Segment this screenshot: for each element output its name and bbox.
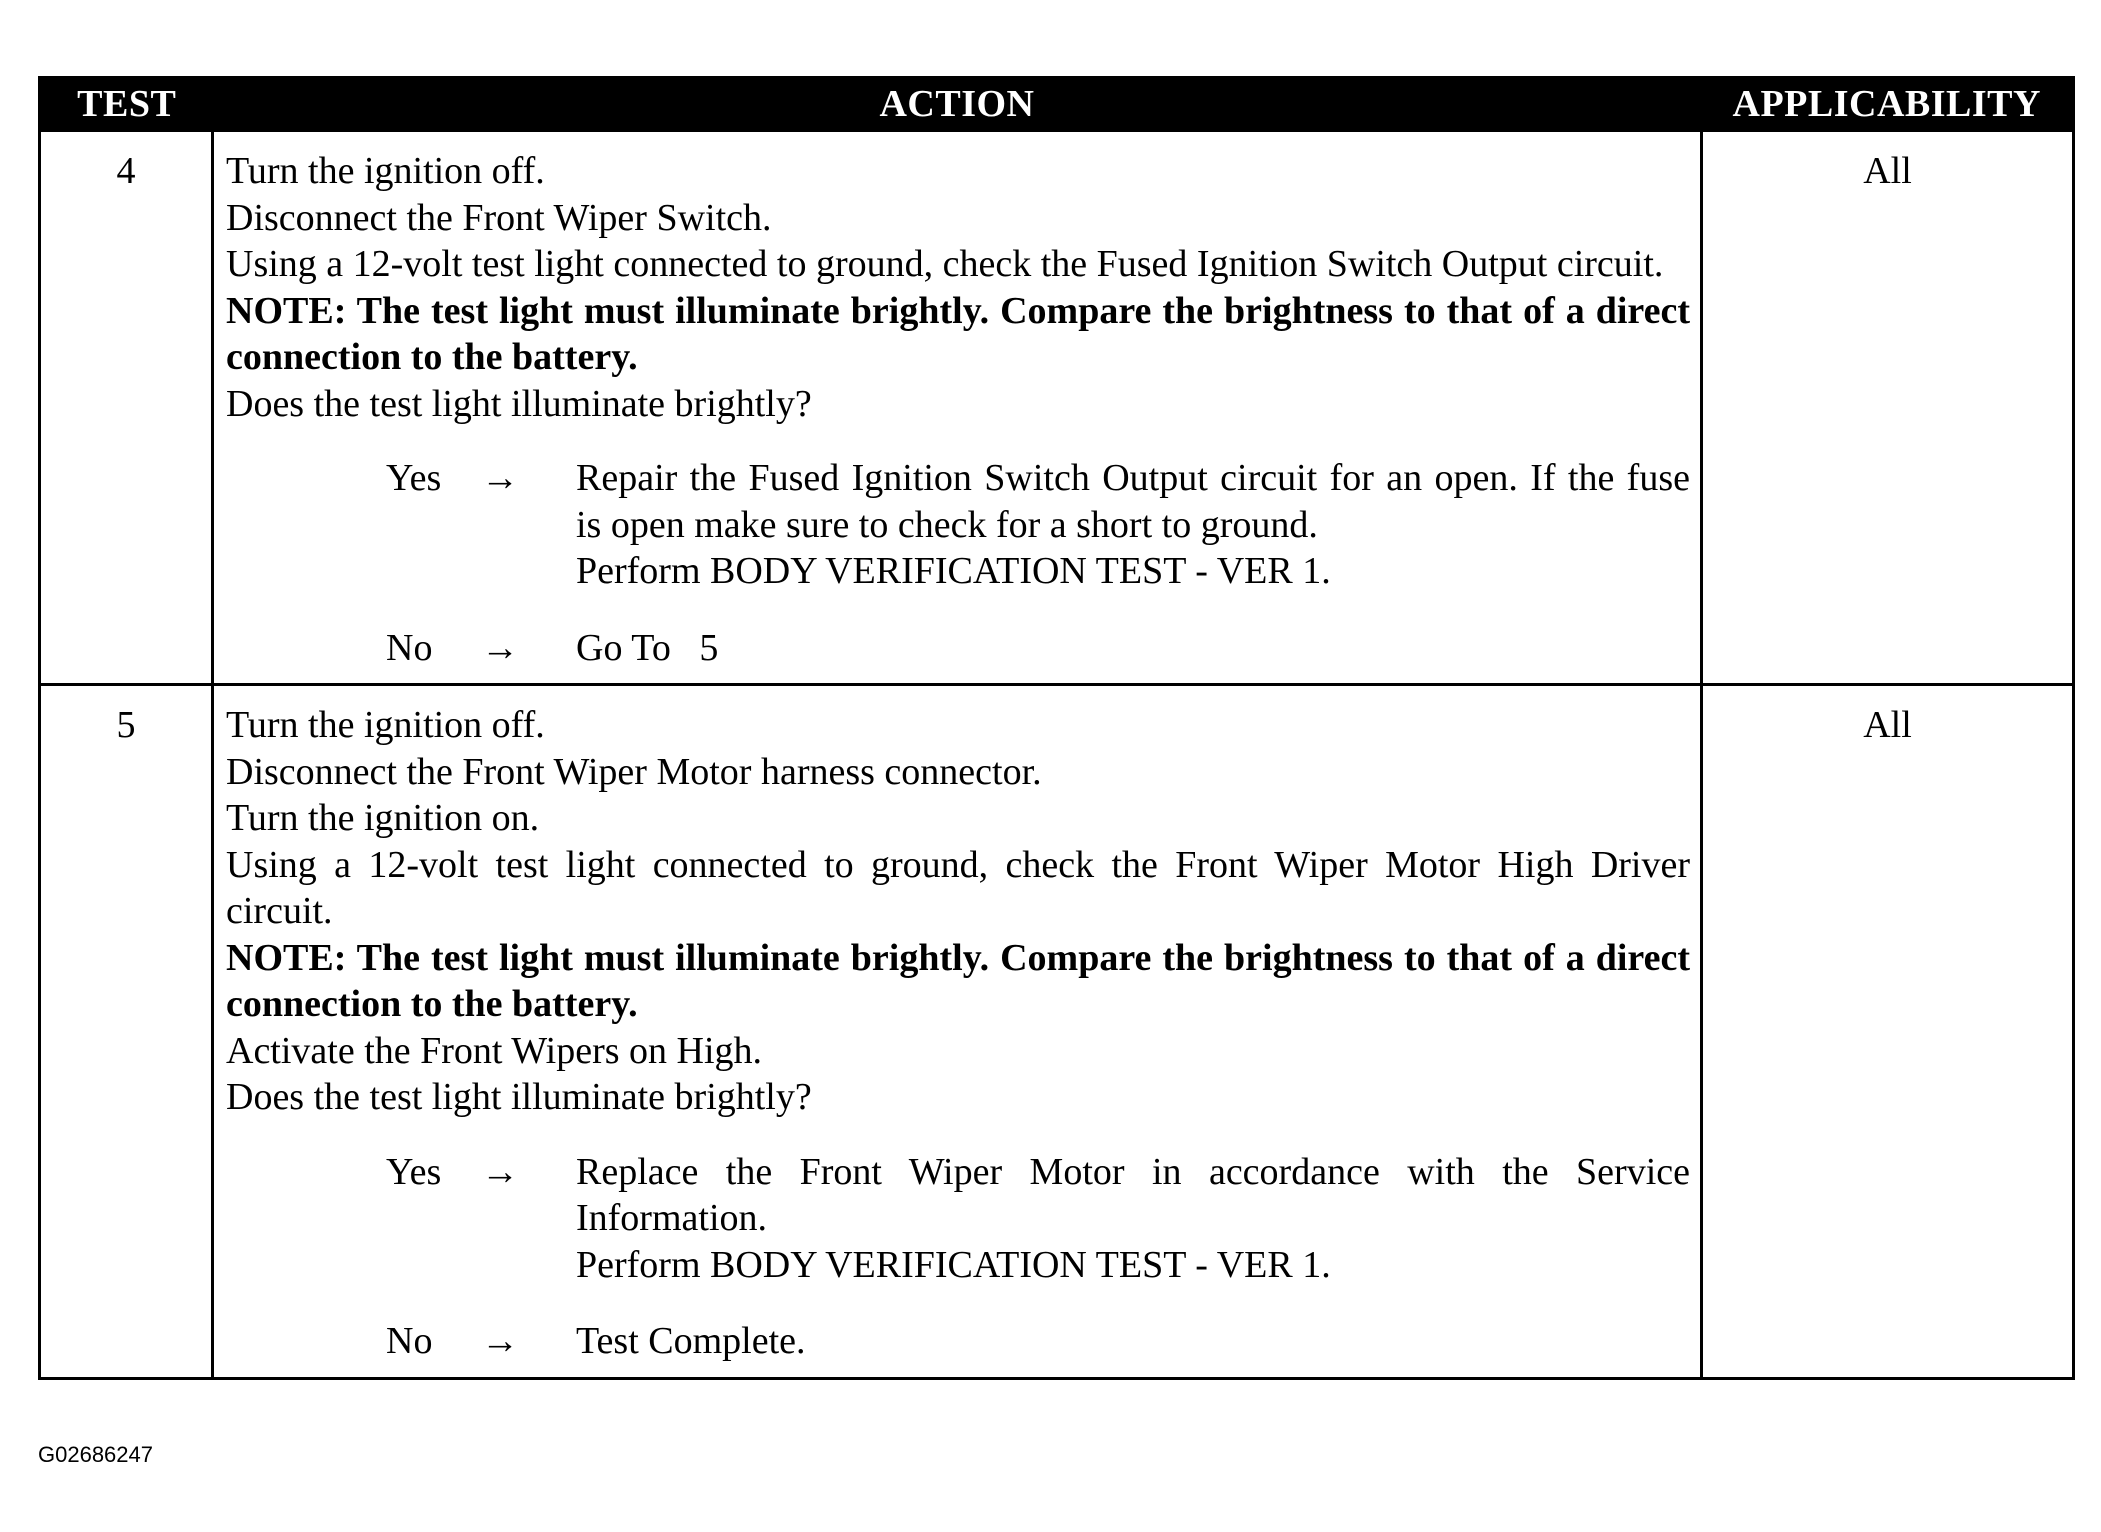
action-cell: [213, 685, 1702, 1379]
test-number: 5: [40, 685, 213, 1379]
arrow-right-icon: →: [481, 1320, 519, 1362]
result-yes: [226, 455, 1690, 595]
question-text: Does the test light illuminate brightly?: [226, 1076, 812, 1118]
no-label: No: [386, 626, 433, 669]
step-text: Using a 12-volt test light connected to ground, check the Front Wiper Motor High Driver circuit.: [226, 843, 1690, 932]
arrow-right-icon: →: [481, 457, 519, 499]
arrow-right-icon: →: [481, 626, 519, 669]
yes-action-text: Replace the Front Wiper Motor in accordance with the Service Information.: [576, 1150, 1690, 1239]
no-action-text: Go To 5: [576, 626, 719, 669]
step-text: Disconnect the Front Wiper Motor harness connector.: [226, 750, 1042, 793]
step-text: Turn the ignition on.: [226, 797, 540, 839]
step-text: Turn the ignition off.: [226, 704, 545, 746]
table-row-test-5: [40, 685, 2074, 1379]
no-action-text: Test Complete.: [576, 1320, 806, 1362]
step-text: Turn the ignition off.: [226, 150, 545, 192]
yes-label: Yes: [386, 457, 442, 499]
action-cell: [213, 131, 1702, 685]
arrow-right-icon: →: [481, 1150, 519, 1193]
result-yes: [226, 1149, 1690, 1289]
applicability-cell: All: [1702, 685, 2074, 1379]
header-applicability: APPLICABILITY: [1702, 78, 2074, 131]
no-label: No: [386, 1320, 433, 1362]
step-text: Using a 12-volt test light connected to ground, check the Fused Ignition Switch Output circuit.: [226, 243, 1664, 285]
yes-label: Yes: [386, 1150, 442, 1193]
figure-id: G02686247: [38, 1442, 153, 1467]
table-row-test-4: [40, 131, 2074, 685]
applicability-cell: All: [1702, 131, 2074, 685]
header-test: TEST: [40, 78, 213, 131]
result-no: [226, 1318, 1690, 1365]
header-action: ACTION: [213, 78, 1702, 131]
diagnostic-test-table: [38, 76, 2075, 1380]
step-text: Disconnect the Front Wiper Switch.: [226, 196, 772, 239]
yes-perform-text: Perform BODY VERIFICATION TEST - VER 1.: [576, 1243, 1331, 1286]
yes-action-text: Repair the Fused Ignition Switch Output circuit for an open. If the fuse is open make sure to check for a short to ground.: [576, 457, 1690, 546]
question-text: Does the test light illuminate brightly?: [226, 382, 812, 425]
note-text: NOTE: The test light must illuminate brightly. Compare the brightness to that of a direct connection to the battery.: [226, 289, 1690, 378]
test-number: 4: [40, 131, 213, 685]
yes-perform-text: Perform BODY VERIFICATION TEST - VER 1.: [576, 550, 1331, 592]
note-text: NOTE: The test light must illuminate brightly. Compare the brightness to that of a direct connection to the battery.: [226, 936, 1690, 1025]
result-no: [226, 625, 1690, 672]
table-header-row: [40, 78, 2074, 131]
step-text: Activate the Front Wipers on High.: [226, 1029, 763, 1072]
diagnostic-page: [38, 76, 2072, 1380]
